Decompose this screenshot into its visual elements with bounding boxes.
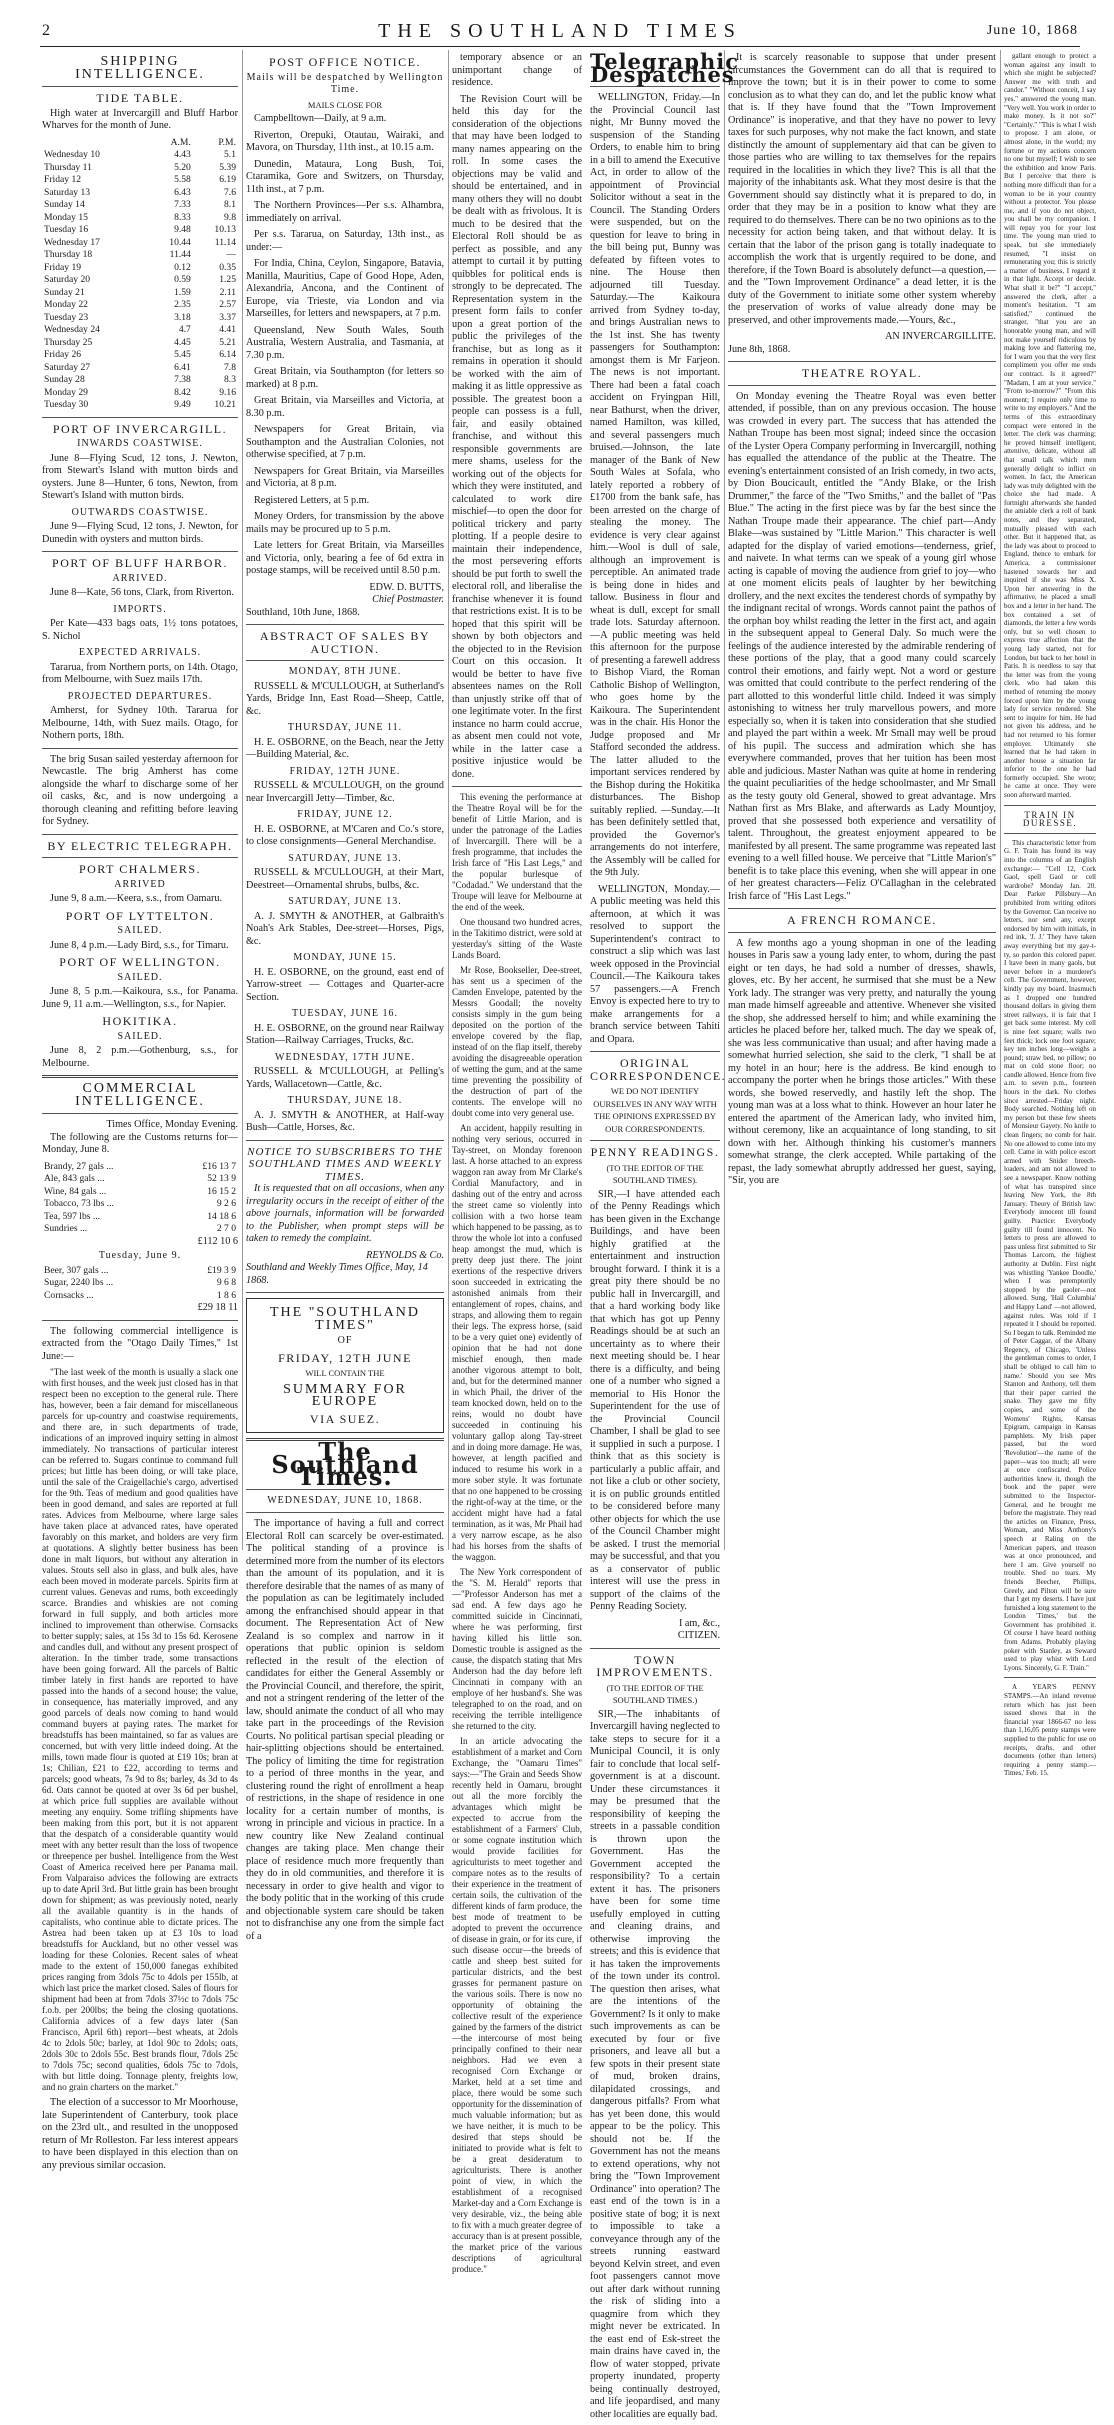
customs-table-monday xyxy=(42,1161,238,1236)
subheading: IMPORTS. xyxy=(113,603,167,615)
table-cell: Sunday 28 xyxy=(44,374,85,385)
divider xyxy=(42,857,238,858)
divider xyxy=(1004,1677,1096,1678)
table-row xyxy=(42,237,238,250)
table-cell: 1.59 xyxy=(174,286,191,298)
mail-entry: Registered Letters, at 5 p.m. xyxy=(254,494,370,506)
mail-entry: Queensland, New South Wales, South Australia, Western Australia, and Tasmania, at 7.30 p.m. xyxy=(246,324,444,361)
table-row xyxy=(42,199,238,212)
table-cell: 6.41 xyxy=(174,361,191,373)
nameplate: The Southland Times. xyxy=(271,1437,419,1491)
port-heading: PORT OF BLUFF HARBOR. xyxy=(52,556,228,570)
news-paragraph: This evening the performance at the Theatre Royal will be for the benefit of Little Marion, and is under the patronage of the Ladies of Invercargill. There will be a fresh programme, that includes the Irish farce of "His Last Legs," and the popular burlesque of "Codadad." We understand that the Troupe will leave for Melbourne at the end of the week. xyxy=(452,792,582,912)
letter-text: SIR,—The inhabitants of Invercargill having neglected to take steps to secure for it a Municipal Council, it is only fair to conclude that local self-government is at a discount. Under these circumstances it may be presumed that the responsibility of keeping the streets in a passable condition is thrown upon the Government. Has the Government accepted the responsibility? To a certain extent it has. The prisoners have been for some time usefully employed in cutting and cleaning drains, and otherwise improving the streets; and this is evidence that it has taken the improvements of the town under its control. The question then arises, what are the intentions of the Government? Is it only to make such improvements as can be executed by four or five prisoners, and leave all but a few spots in their present state of mud, broken drains, dilapidated crossings, and dangerous pitfalls? From what has yet been done, this would appear to be the policy. This should not be. If the Government has not the means to extend operations, why not bring the "Town Improvement Ordinance" into operation? The east end of the town is in a positive state of bog; it is next to impossible to take a conveyance through any of the streets running eastward beyond Kelvin street, and even foot passengers cannot move out after dark without running the risk of sliding into a quagmire from which they might never be extricated. In the east end of Esk-street the main drains have caved in, the flow of water stopped, private property inundated, property being continually destroyed, and life jeopardised, and many other localities are equally bad. xyxy=(590,1708,720,2420)
table-row xyxy=(42,1277,238,1290)
issue-date: June 10, 1868 xyxy=(986,23,1078,38)
table-row xyxy=(42,162,238,175)
telegraph-paragraph: WELLINGTON, Monday.—A public meeting was held this afternoon, at which it was resolved to support the Superintendent's contract to construct a slip which was last week opposed in the Provincial Council.—The Kaikoura takes 57 passengers.—A French Envoy is expected here to try to make arrangements for a branch service between Tahiti and Opara. xyxy=(590,883,720,1045)
mail-entry: Campbelltown—Daily, at 9 a.m. xyxy=(254,113,387,124)
section-heading: ABSTRACT OF SALES BY AUCTION. xyxy=(259,629,431,656)
table-cell: £16 13 7 xyxy=(202,1160,236,1172)
table-cell: 9 6 8 xyxy=(216,1277,236,1288)
sailed-entry: June 8, 2 p.m.—Gothenburg, s.s., for Melbourne. xyxy=(42,1045,238,1069)
column-1 xyxy=(42,52,238,2171)
summary-advert xyxy=(246,1298,444,1433)
mail-entry: Per s.s. Tararua, on Saturday, 13th inst., as under:— xyxy=(246,229,444,253)
table-cell: 1 8 6 xyxy=(216,1289,236,1301)
divider xyxy=(590,1648,720,1649)
news-paragraph: A YEAR'S PENNY STAMPS.—An inland revenue return which has just been issued shows that in the financial year 1866-67 no less than 1,16,05 penny stamps were supplied to the public for use on receipts, drafts, and other documents (other than letters) requiring a penny stamp.—Times,' Feb. 15. xyxy=(1004,1683,1096,1778)
table-cell: 3.18 xyxy=(174,311,191,323)
story-text: gallant enough to protect a woman against any insult to which she might be subjected? Answer me with truth and candor." "Without conceit, I say yes," answered the young man. "Very well. You work in order to make money. Is it not so?" "Certainly." "This is what I wish to propose. I am alone, or almost alone, in the world; my fortune or my actions concern no one but myself; I wish to see the exhibition and know Paris. But I perceive that there is nothing more difficult than for a woman to be in your country without a protector. You please me, and if you do not object, you shall be my companion. I will repay you for your lost time. The young man tried to speak, but she immediately resumed, "I insist on remunerating you; this is strictly a matter of business, I regard it in that light. Accept or decide. What shall it be?" "I accept," answered the clerk, after a moment's hesitation. "I am satisfied," continued the stranger, "that you are an honorable young man, and will not make yourself ridiculous by making love and flattering me, for I warn you that the very first compliment you offer me ends our contract. Is it agreed?" "Madam, I am at your service." "From to-morrow?" "From this moment; I require only time to write to my employers." And the terms of this extraordinary compact were entered in the letter. The clerk was charming; he proved himself intelligent, attentive, delicate, without all that small talk which men generally delight to inflict on women. In fact, the American lady was truly delighted with the choice she had made. A fortnight afterwards she handed the amiable clerk a roll of bank notes, and they separated, mutually pleased with each other. But it happened that, as the lady was about to proceed to England, thence to embark for America, a commissioner hastened towards her and inquired if she was Miss X. Upon her answering in the affirmative, he placed a small box and a letter in her hand. The box contained a set of diamonds, the letter a few words only, but so well chosen to express true affection that the young lady started, not for London, but back to her hotel in Paris. It is needless to say that the letter was from the young clerk, who had taken this method of returning the money forced upon him by the young lady for service rendered. She sent to inquire for him. He had not given his address, and he had not returned to his former employer. Ultimately she learned that he had taken in another house a situation far inferior to the one he had formerly occupied. She wrote; he came at once. They were soon afterward married. xyxy=(1004,52,1096,800)
subheading: MAILS CLOSE FOR xyxy=(307,99,383,110)
divider xyxy=(42,834,238,835)
departure-entry: June 9—Flying Scud, 12 tons, J. Newton, for Dunedin with oysters and mutton birds. xyxy=(42,521,238,545)
column-rule xyxy=(1000,50,1001,1550)
subheading: Mails will be despatched by Wellington Time. xyxy=(246,71,444,95)
table-cell: Sundries ... xyxy=(44,1223,88,1234)
table-cell: 8.1 xyxy=(224,199,236,210)
editorial-paragraph: The importance of having a full and correct Electoral Roll can scarcely be over-estimated. The political standing of a province is determined more from the number of its electors than the amount of its population, and it is therefore desirable that the names of as many of the population as can be legitimately included among the enfranchised should appear in that document. The Representation Act of New Zealand is so complex and narrow in it operations that public opinion is seldom reflected in the result of the election of candidates for either the General Assembly or the Provincial Council, and therefore, the spirit, and not a stringent rendering of the letter of the law, should animate the conduct of all who may take part in the proceedings of the Revision Courts. No political partisan special pleading or hair-splitting objections should be entertained. The policy of limiting the time for registration to a period of three months in the year, and clustering round the right of enrollment a heap of restrictions, in the shape of residence in one locality for a certain number of months, is wrong in principle and vicious in practice. In a new country like New Zealand continual changes are taking place. Men change their place of residence much more frequently than they do in old communities, and therefore it is necessary in order to give health and vigor to the body politic that in the working of this crude and objectionable system care should be taken not to disfranchise any one from the simple fact of a xyxy=(246,1518,444,1942)
table-cell: Friday 26 xyxy=(44,349,82,360)
auction-day: THURSDAY, JUNE 11. xyxy=(287,722,403,733)
news-paragraph: The New York correspondent of the "S. M. Herald" reports that—"Professor Anderson has met a sad end. A few days ago he committed suicide in Cincinnati, where he was performing, first having killed his little son. Domestic trouble is assigned as the cause, the dispatch stating that Mrs Anderson had the day before left Cincinnati in company with an employe of her husband's. She was telegraphed to on the road, and on receiving the terrible intelligence she returned to the city. xyxy=(452,1567,582,1731)
table-cell: 2.35 xyxy=(174,299,191,310)
tide-table xyxy=(42,137,238,412)
column-rule xyxy=(242,50,243,1550)
summary-line: THE "SOUTHLAND TIMES" xyxy=(270,1305,420,1333)
table-cell: Ale, 843 gals ... xyxy=(44,1173,105,1184)
customs-total: £29 18 11 xyxy=(197,1302,238,1313)
section-heading: ORIGINAL CORRESPONDENCE. xyxy=(590,1056,727,1083)
table-cell: Tobacco, 73 lbs ... xyxy=(44,1198,114,1209)
auction-entry: RUSSELL & M'CULLOUGH, at their Mart, Deestreet—Ornamental shrubs, bulbs, &c. xyxy=(246,867,444,891)
column-rule xyxy=(448,50,449,1550)
table-cell: Thursday 11 xyxy=(44,161,92,173)
table-cell: 0.59 xyxy=(174,274,191,285)
letter-sign: I am, &c., xyxy=(678,1617,720,1629)
table-cell: 11.44 xyxy=(169,249,191,260)
table-cell: 3.37 xyxy=(219,311,236,323)
signature: EDW. D. BUTTS, xyxy=(369,581,444,593)
table-cell: 2.57 xyxy=(219,299,236,310)
divider xyxy=(42,1113,238,1114)
mail-entry: Late letters for Great Britain, via Marseilles and Victoria, only, bearing a fee of 6d extra in postage stamps, will be received until 8.50 p.m. xyxy=(246,540,444,576)
table-row xyxy=(42,362,238,375)
column-2 xyxy=(246,52,444,1942)
table-cell: 10.21 xyxy=(214,399,236,410)
table-cell: 0.35 xyxy=(219,261,236,273)
table-row xyxy=(42,1173,238,1186)
table-cell: Sunday 14 xyxy=(44,199,85,210)
sailed-entry: June 8, 5 p.m.—Kaikoura, s.s., for Panama. June 9, 11 a.m.—Wellington, s.s., for Napier. xyxy=(42,986,238,1010)
port-heading: PORT OF LYTTELTON. xyxy=(65,908,215,923)
port-heading: PORT OF WELLINGTON. xyxy=(59,955,221,969)
table-cell: 5.39 xyxy=(219,161,236,173)
table-cell: Monday 22 xyxy=(44,299,88,310)
section-heading: SHIPPING INTELLIGENCE. xyxy=(75,54,205,82)
editorial-paragraph: The Revision Court will be held this day for the consideration of the objections that may have been lodged to many names appearing on the roll. In some cases the objections may be valid and should be entertained, and in many others they will no doubt be dealt with as frivolous. It is much to be desired that the Electoral Roll should be as perfect as possible, and any attempt to curtail it by putting quibbles for political ends is strongly to be deprecated. The Representation system in the present form fails to confer upon a great portion of the public the privileges of the franchise, but as long as it remains in operation it should be worked with the aim of making it as little oppressive as possible. The greatest boon a people can possess is a full, fair, and easily obtained franchise, and without this responsible governments are mere shams, useless for the working out of the objects for which they were instituted, and calculated to work dire mischief—to open the door for political trickery and party plotting. If a people desire to maintain their independence, the most persevering efforts should be put forth to swell the electoral roll, and liberalise the franchise whenever it is found that restrictions exist. It is to be hoped that this spirit will be shown by both objectors and the objected to in the Revision Court on this occasion. It would be better to have five absentees names on the Roll than unjustly strike off that of one legitimate voter. In the first instance no harm could accrue, as absent men could not vote, while in the latter case a positive injustice would be done. xyxy=(452,93,582,780)
mail-entry: Newspapers for Great Britain, via Southampton and the Australian Colonies, not otherwise specified, at 7 p.m. xyxy=(246,424,444,460)
dateline: Times Office, Monday Evening. xyxy=(106,1119,238,1130)
table-cell: 9.16 xyxy=(219,386,236,398)
arrival-entry: June 8—Kate, 56 tons, Clark, from Riverton. xyxy=(50,587,234,598)
table-cell: 10.13 xyxy=(214,224,236,235)
tide-column-header xyxy=(42,137,148,150)
table-cell: 5.1 xyxy=(224,149,236,160)
summary-line: FRIDAY, 12TH JUNE xyxy=(278,1350,412,1365)
port-heading: PORT OF INVERCARGILL. xyxy=(52,421,228,436)
mail-entry: Money Orders, for transmission by the above mails may be procured up to 5 p.m. xyxy=(246,511,444,535)
notice-text: It is requested that on all occasions, when any irregularity occurs in the receipt of either of the above journals, information will be forwarded to the Publisher, when prompt steps will be taken to remedy the complaint. xyxy=(246,1183,444,1244)
auction-day: SATURDAY, JUNE 13. xyxy=(288,852,402,864)
summary-line: SUMMARY FOR EUROPE xyxy=(283,1381,407,1409)
table-cell: Tuesday 23 xyxy=(44,311,89,323)
divider xyxy=(590,1051,720,1052)
commercial-intro: The following commercial intelligence is extracted from the "Otago Daily Times," 1st June:— xyxy=(42,1325,238,1362)
subheading: EXPECTED ARRIVALS. xyxy=(78,647,202,658)
table-cell: Brandy, 27 gals ... xyxy=(44,1160,114,1172)
column-4 xyxy=(728,52,996,1552)
mail-entry: Dunedin, Mataura, Long Bush, Toi, Ctaramika, Gore and Switzers, on Thursday, 11th inst., at 7 p.m. xyxy=(246,158,444,195)
table-cell: 4.43 xyxy=(174,149,191,160)
divider xyxy=(590,1140,720,1141)
table-cell: 8.33 xyxy=(174,211,191,223)
auction-list xyxy=(246,666,444,1135)
table-row xyxy=(42,1211,238,1224)
divider xyxy=(42,86,238,87)
port-heading: HOKITIKA. xyxy=(102,1014,178,1028)
table-cell: 6.14 xyxy=(219,349,236,360)
table-cell: Cornsacks ... xyxy=(44,1289,94,1301)
table-row xyxy=(42,224,238,237)
divider xyxy=(728,908,996,909)
section-heading: BY ELECTRIC TELEGRAPH. xyxy=(47,838,233,853)
table-row xyxy=(42,1265,238,1278)
table-cell: 2.11 xyxy=(219,286,236,298)
divider xyxy=(246,1140,444,1141)
news-paragraph: In an article advocating the establishment of a market and Corn Exchange, the "Oamaru Times" says:—"The Grain and Seeds Show recently held in Oamaru, brought out all the more forcibly the advantages which might be expected to accrue from the establishment of a Farmers' Club, or some cognate institution which would provide facilities for agriculturists to meet together and compare notes as to the results of their experience in the treatment of certain soils, the cultivation of the different kinds of farm produce, the best mode of treatment to be adopted to prevent the occurrence of disease in grain, or for its cure, if such disease occur—the breeds of cattle and sheep best suited for particular districts, and the best grasses for permanent pasture on the various soils. There is now no opportunity of obtaining the collective result of the experience gained by the farmers of the district—the intercourse of most being principally confined to their near neighbors. Had we even a recognised Corn Exchange or Market, held at a set time and place, there would be some such opportunity for the dissemination of much valuable information; but as we have neither, it is much to be desired that steps should be initiated to provide what is felt to be a great desideratum to agriculturists. There is another point of view, in which the establishment of a recognised Market-day and a Corn Exchange is very desirable, viz., the being able to fix with a much greater degree of accuracy than is at present possible, the market price of the various descriptions of agricultural produce." xyxy=(452,1736,582,2274)
mail-entry: The Northern Provinces—Per s.s. Alhambra, immediately on arrival. xyxy=(246,200,444,224)
table-cell: 4.41 xyxy=(219,324,236,335)
disclaimer: WE DO NOT IDENTIFY OURSELVES IN ANY WAY WITH THE OPINIONS EXPRESSED BY OUR CORRESPONDENTS. xyxy=(593,1086,717,1134)
letter-date: June 8th, 1868. xyxy=(728,343,791,355)
table-cell: Saturday 27 xyxy=(44,361,91,373)
commercial-report: "The last week of the month is usually a slack one with first houses, and the week just closed has in that respect been no exception to the general rule. There has, however, been a fair demand for miscellaneous parcels for up-country and coastwise requirements, and there are, in such departments of trade, indications of an improved inquiry setting in almost immediately. No transactions of particular interest can be referred to. Sugars continue to command full prices; but little has been doing, or will take place, until the sale of the Craigellachie's cargo, advertised for the 9th. Teas of medium and good qualities have been in good demand, and sales are reported at full rates. Advices from Melbourne, where large sales have taken place at advanced rates, have operated favorably on this market, and holders are very firm at quotations. A slightly better business has been done in malt liquors, but without any alteration in values. Stouts sell also in glass, and bulk ales, have each been moved in moderate parcels. Spirits firm at current values. Genevas and rums, both exceedingly scarce. Brandies and whiskies are not coming forward in full supply, and both articles more inclined to improvement than otherwise. Cornsacks to better supply; sales, at 15s 3d to 15s 6d. Kerosene and candles dull, and without any present prospect of alteration. In the timber trade, some transactions have been going forward. All the parcels of Baltic timber lately in first hands are reported to have passed into the hands of a second house; the value, in consequence, has materially improved, and any good parcels of deals now coming to hand would command buyers at paying rates. The market for breadstuffs has been maintained, so far as values are concerned, but with very little indeed doing. At the mills, town made flour is quoted at £19 10s; bran at 1s; Chilian, £21 to £22, according to terms and parcels; good wheats, 7s 9d to 8s; barley, 4s 3d to 4s 6d. Oats cannot be quoted at over 3s 6d per bushel, at which price full supplies are available without meeting any enquiry. Some trifling shipments have been making from this port, but it is not apparent that the despatch of a considerable quantity would meet with any better result than the loss of twopence or threepence per bushel. Intelligence from the West Coast of America received here per Panama mail. From Valparaiso advices the following are extracts up to date April 3rd. But little grain has been brought down for shipment; as was previously noted, nearly all the available quantity is in the hands of capitalists, who continue able to dictate prices. The Astrea had been taken up at £3 10s to load breadstuffs for Auckland, but no other vessel was loading for these Colonies. Recent sales of wheat made to the extent of 150,000 fanegas exhibited prices ranging from 3dols 75c to 4dols per 155lb, at which last price the market closed. Sales of flours for shipment had been at from 7dols 37½c to 7dols 75c f.o.b. per 200lbs; the being the closing quotations. California advices of a few days later (San Francisco, April 6th) report—best wheats, at 2dols 4c to 2dols 50c; barley, at 1dol 90c to 2dols; oats, 2dols 30c to 2dols 55c. Best brands flour, 7dols 25c to 7dols 75c; second qualities, 6dols 75c to 7dols, with but little doing. Tonnage plenty, freights low, and no grain charters on the market." xyxy=(42,1367,238,2092)
table-cell: 7.33 xyxy=(174,199,191,210)
table-cell: Wednesday 10 xyxy=(44,149,100,160)
table-row xyxy=(42,1198,238,1211)
auction-day: FRIDAY, JUNE 12. xyxy=(297,809,393,820)
mail-entry: Great Britain, via Southampton (for letters so marked) at 8 p.m. xyxy=(246,366,444,390)
imports-entry: Per Kate—433 bags oats, 1½ tons potatoes, S. Nichol xyxy=(42,618,238,642)
news-paragraph: Mr Rose, Bookseller, Dee-street, has sent us a specimen of the Camden Envelope, patented by the Messrs Goodall; the novelty consists simply in the gum being deposited on the portion of the envelope covered by the flap, instead of on the flap itself, thereby avoiding the disagreeable operation of wetting the gum, and at the same time preventing the possibility of the destruction of part of the contents. The envelope will no doubt come into very general use. xyxy=(452,965,582,1118)
table-cell: 6.43 xyxy=(174,186,191,198)
table-cell: 5.21 xyxy=(219,336,236,348)
divider xyxy=(1004,805,1096,806)
letter-heading: PENNY READINGS. xyxy=(590,1145,720,1159)
letter-text: It is scarcely reasonable to suppose that under present circumstances the Government can do all that is required to improve the town; but it is in their power to come to some conclusion as to what they can do, and let the public know what that is. If they have found that the "Town Improvement Ordinance" is inoperative, and that they have no power to levy taxes for such purposes, why not make the fact known, and state distinctly the amount of supplementary aid that can be given to those parties who are willing to tax themselves for the repairs required in the localities in which they live? This is all that the majority of the inhabitants ask. What they most desire is that the Government should say distinctly what it is prepared to do, in order that they may be in a position to know what they are required to do themselves. There can be no two opinions as to the necessity for action being taken, and that without delay. It is certain that the labor of the prison gang is totally inadequate to accomplish the work that is urgently required to be done, and therefore, if the Town Board is absolutely defunct—a question,—and the "Town Improvement Ordinance" a dead letter, it is the duty of the Government to initiate some other system whereby the preservation of works of value already done may be preserved, and other improvements made.—Yours, &c., xyxy=(728,52,996,326)
customs-total: £112 10 6 xyxy=(197,1235,238,1247)
section-heading: POST OFFICE NOTICE. xyxy=(269,55,421,69)
auction-entry: H. E. OSBORNE, on the ground near Railway Station—Railway Carriages, Trucks, &c. xyxy=(246,1022,444,1046)
review-text: On Monday evening the Theatre Royal was even better attended, if possible, than on any previous occasion. The house was crowded in every part. The success that has attended the Nathan Troupe has been most signal; indeed since the occasion of the Lyster Opera Company performing in Invercargill, nothing has equalled the attendance of the public at the Theatre. The evening's entertainment consisted of an Irish comedy, in two acts, by Dion Boucicault, entitled the "Andy Blake, or the Irish Drummer," the farce of the "Two Smiths," and the ballet of "Pas Blue." The acting in the first piece was by far the best since the Nathan Troupe made their appearance. The chief part—Andy Blake—was sustained by "Little Marion." This character is well adapted for the display of varied emotions—tenderness, grief, and naivete. In what terms can we speak of a young girl whose acting is capable of moving the audience from grief to joy—who at one moment elicits peals of laughter by her bewitching drollery, and the next excites the tenderest chords of sympathy by the indignant recital of wrongs. Words cannot paint the pathos of the orphan boy whilst reading the letter in the first act, and again in the subsequent appeal to General Daly. So much were the feelings of the audience interested by the admirable rendering of these portions of the play, that a good many could scarcely control their emotions, and fairly wept. Not a word or gesture was omitted that could contribute to the perfect rendering of the part allotted to this wonderful little child. Indeed it was simply astonishing to witness her truly marvellous powers, and more especially so, when it is taken into consideration that she studied and played the part within a week. Mr Small may well be proud of his pupil. The success and admiration which she has everywhere commanded, proves that her tuition has been most able and judicious. Master Nathan was quite at home in rendering the quaint peculiarities of the hedge schoolmaster, and Mr Small as the testy gouty old General, showed to great advantage. Mrs Nathan first as Mrs Blake, and afterwards as Lady Mountjoy, proved that she possessed both experience and versatility of talent. Throughout, the greatest enjoyment appeared to be manifested by all present. The same programme was repeated last evening to a well filled house. We perceive that "Little Marion's" benefit is to take place this evening, when she will appear in one of her greatest characters—Feliz O'Callaghan in the celebrated Irish farce of "His Last Legs." xyxy=(728,390,996,902)
tide-intro: High water at Invercargill and Bluff Harbor Wharves for the month of June. xyxy=(42,107,238,131)
sailed-entry: June 8, 4 p.m.—Lady Bird, s.s., for Timaru. xyxy=(50,939,229,951)
auction-day: MONDAY, JUNE 15. xyxy=(293,952,397,963)
subheading: INWARDS COASTWISE. xyxy=(77,438,203,449)
divider xyxy=(42,1075,238,1078)
table-cell: 14 18 6 xyxy=(207,1210,236,1222)
table-cell: Wine, 84 gals ... xyxy=(44,1185,107,1197)
auction-entry: A. J. SMYTH & ANOTHER, at Galbraith's Noah's Ark Stables, Dee-street—Horses, Pigs, &c. xyxy=(246,910,444,947)
table-cell: Thursday 25 xyxy=(44,336,93,348)
table-row xyxy=(42,299,238,312)
table-row xyxy=(42,174,238,187)
table-cell: 9.8 xyxy=(224,211,236,223)
table-cell: 16 15 2 xyxy=(207,1185,236,1197)
auction-entry: H. E. OSBORNE, on the Beach, near the Jetty—Building Material, &c. xyxy=(246,736,444,760)
column-rule xyxy=(724,50,725,1550)
letter-heading: TOWN IMPROVEMENTS. xyxy=(596,1652,714,1679)
subheading: SAILED. xyxy=(117,925,163,936)
auction-entry: RUSSELL & M'CULLOUGH, on the ground near Invercargill Jetty—Timber, &c. xyxy=(246,780,444,804)
section-heading: COMMERCIAL INTELLIGENCE. xyxy=(75,1081,205,1109)
notice-signature: REYNOLDS & Co. xyxy=(366,1249,444,1261)
table-row xyxy=(42,149,238,162)
subheading: OUTWARDS COASTWISE. xyxy=(71,506,209,518)
table-row xyxy=(42,212,238,225)
story-text: This characteristic letter from G. F. Train has found its way into the columns of an English exchange:— "Cell 12, Cork Gaol, spell Gaol or cell wardrobe? Monday Jan. 20. Dear Parker Pillsbury—An prohibited from writing editors by the Governor. Can receive no letters, nor send any, except endorsed by him with initials, in red ink, 'J. J.' They have taken away everything but my gay-t-ty, so pardon this colored paper. I have been in many gaols, but never before in a murderer's cell. The Government, however, kindly pay my board. Inasmuch as I dropped one hundred thousand dollars in giving them street railways, it is fair that I get back some interest. My cell is nine feet square; walls two feet thick; lock one foot square; key ten inches long—weighs a pound; straw bed, no pillow; no mat on cold stone floor; no candle allowed. Hence from five a.m. to seven p.m., fourteen hours in the dark. No clothes since arrested—Friday night. Body searched. Nothing left on my person but these few sheets of Monsieur Gayety. No knife to clean fingers; no comb for hair. No one allowed to come into my cell. Came in with police escort armed with Snider breech-loaders, and am not allowed to see a newspaper. Know nothing of what has transpired since leaving New York, the 8th January. Theory of British law: Everybody innocent till found guilty. Practice: Everybody guilty till found innocent. No letters to press are allowed to pass unless first submitted to Sir Thomas Larcom, the highest authority at Dublin. First night was whistling 'Yankee Doodle,' when I was peremptorily stopped by the gaoler—not allowed. Sung, 'Hail Columbia' and Happy Land' —not allowed, against rules. Was told if I repeated it I should be reported. So I began to talk. Reminded me of Peter Caggar, of the Albany Regency, of Chicago, 'Unless the gentleman comes to order, I shall be obliged to call him to name.' Should you see Mrs Stanton and Anthony, tell them that their paper carried the snake. They gave me fifty copies, and some of the Womens' Rights, Kansas Epigram, campaign in Kansas pamphlets. My Irish paper passed, but the word 'Revolution'—the name of the paper—was too much; all were at once confiscated. Police authorities knew it, though the book and the paper were submitted to the Inspector-General, and he brought me before the magistrate. They read the articles on Finance, Press, Woman, and Miss Anthony's speech at Raling on the American papers, and treason was at once pronounced, and here I am. Give yourself no trouble. Shed no tears. My friends Beecher, Phillips, Greely, and Pilton will be sure that I get my deserts. I have just furnished a long statement to the London 'Times,' but the Government has prohibited it. Of course I have heard nothing from Adams. Probably playing poker with Stanley, as Seward used to play whist with Lord Lyons. Sincerely, G. F. Train." xyxy=(1004,838,1096,1672)
subheading: Tuesday, June 9. xyxy=(98,1250,182,1261)
letter-address: (TO THE EDITOR OF THE SOUTHLAND TIMES). xyxy=(606,1162,704,1185)
page-number: 2 xyxy=(42,22,50,39)
summary-line: OF xyxy=(337,1335,353,1346)
table-cell: 9.49 xyxy=(174,399,191,410)
letter-text: SIR,—I have attended each of the Penny Readings which has been given in the Exchange Buildings, and have been highly gratified at the entertainment and instruction brought forward. I think it is a great pity there should be no public hall in Invercargill, and that a hard working body like that which has got up Penny Readings should be at such an uncertainty as to where their next meeting should be. I hear there is a difficulty, and being one of a number who signed a memorial to His Honor the Superintendent for the use of the Provincial Council Chamber, I shall be glad to see it supplied in such a purpose. I think that as this society is particularly a public affair, and not like a club or other society, it is on public grounds entitled to be considered before many other objects for which the use of the Council Chamber might be asked. I trust the memorial may be successful, and that you as a conservator of public interest will use the press in support of the claims of the Penny Reading Society. xyxy=(590,1188,720,1612)
table-row xyxy=(42,187,238,200)
table-row xyxy=(42,1186,238,1199)
auction-day: WEDNESDAY, 17TH JUNE. xyxy=(275,1051,415,1063)
dateline: Southland, 10th June, 1868. xyxy=(246,606,360,618)
table-cell: Friday 12 xyxy=(44,174,82,185)
divider xyxy=(728,385,996,386)
auction-entry: H. E. OSBORNE, at M'Caren and Co.'s store, to close consignments—General Merchandise. xyxy=(246,823,444,847)
table-row xyxy=(42,324,238,337)
table-cell: Tuesday 16 xyxy=(44,224,89,235)
divider xyxy=(1004,833,1096,834)
section-heading: THEATRE ROYAL. xyxy=(801,366,923,380)
mail-entry: Great Britain, via Marseilles and Victoria, at 8.30 p.m. xyxy=(246,395,444,419)
notice-heading: NOTICE TO SUBSCRIBERS TO THE SOUTHLAND TIMES AND WEEKLY TIMES. xyxy=(247,1145,443,1183)
news-paragraph: The election of a successor to Mr Moorhouse, late Superintendent of Canterbury, took place on the 23rd ult., and resulted in the unopposed return of Mr Rolleston. Far less interest appears to have been displayed in this election than on any previous similar occasion. xyxy=(42,2097,238,2171)
edition-date: WEDNESDAY, JUNE 10, 1868. xyxy=(267,1494,423,1506)
customs-intro: The following are the Customs returns for— Monday, June 8. xyxy=(42,1131,238,1155)
table-cell: £19 3 9 xyxy=(207,1264,236,1276)
expected-entry: Tararua, from Northern ports, on 14th. Otago, from Melbourne, with Suez mails 17th. xyxy=(42,661,238,685)
column-3-right xyxy=(590,49,739,2425)
section-heading: A FRENCH ROMANCE. xyxy=(787,913,937,927)
table-cell: — xyxy=(226,249,236,260)
mail-entry: Riverton, Orepuki, Otautau, Wairaki, and Mavora, on Thursday, 11th inst., at 10.15 a.m. xyxy=(246,129,444,153)
table-cell: 2 7 0 xyxy=(216,1223,236,1234)
table-cell: 7.38 xyxy=(174,374,191,385)
table-cell: Saturday 20 xyxy=(44,274,91,285)
letter-address: (TO THE EDITOR OF THE SOUTHLAND TIMES.) xyxy=(606,1682,704,1705)
auction-entry: RUSSELL & M'CULLOUGH, at Sutherland's Yards, Bridge Inn, East Road—Sheep, Cattle, &c. xyxy=(246,680,444,717)
table-row xyxy=(42,312,238,325)
tide-column-header: P.M. xyxy=(218,136,236,148)
auction-day: TUESDAY, JUNE 16. xyxy=(292,1008,398,1019)
table-row xyxy=(42,337,238,350)
table-row xyxy=(42,399,238,412)
table-cell: 1.25 xyxy=(219,274,236,285)
subheading: ARRIVED xyxy=(114,878,166,890)
news-paragraph: An accident, happily resulting in nothing very serious, occurred in Tay-street, on Monday forenoon last. A horse attached to an express waggon ran away from Mr Clarke's Cordial Manufactory, and in dashing out of the entry and across the street came so violently into collision with a two horse team which happened to be passing, as to throw the whole lot into a confused heap amongst the mud, which is pretty deep just there. The joint exertions of the respective drivers soon succeeded in extricating the astonished animals from their entanglement of ropes, chains, and straps, and allowing them to regain their legs. The express horse, (said to be a very quiet one) evidently of opinion that he had not done mischief enough, then made another vigorous attempt to bolt, and, but for the determined manner in which Phail, the driver of the team knocked down, held on to the reins, would no doubt have succeeded in continuing his voluntary gallop along Tay-street and in doing more damage. He was, however, at length pacified and induced to resume his work in a more sober style. It was fortunate that no one happened to be crossing the right-of-way at the time, or the accident might have had a fatal termination, as it was, Mr Phail had a very narrow escape, as he also had his horses from the shafts of the waggon. xyxy=(452,1123,582,1562)
telegraph-paragraph: WELLINGTON, Friday.—In the Provincial Council last night, Mr Bunny moved the suspension of the Standing Orders, to enable him to bring in a bill to amend the Executive Act, in order to allow of the appointment of Provincial Solicitor without a seat in the Council. The Standing Orders were suspended, but on the question for leave to bring in the bill being put, Bunny was defeated by fifteen votes to nine. The House then adjourned till Tuesday. Saturday.—The Kaikoura arrived from Sydney to-day, and brings Australian news to the 1st inst. She has twenty passengers for Southampton: amongst them is Mr Farjeon. The news is not important. There had been a fatal coach accident on Fryingpan Hill, near Bathurst, when the driver, named Hamilton, was killed, and several passengers much bruised.—Johnson, the late manager of the Bank of New South Wales at Sofala, who lately reported a robbery of £1700 from the bank safe, has been arrested on the charge of stealing the money. The evidence is very clear against him.—Wool is dull of sale, although an improvement is perceptible. An animated trade is being done in hides and tallow. Business in flour and wheat is dull, except for small trade lots. Saturday afternoon.—A public meeting was held this afternoon for the purpose of presenting a farewell address to Bishop Viard, the Roman Catholic Bishop of Wellington, who goes home by the Kaikoura. The Superintendent was in the chair. His Honor the Judge proposed and Mr Stafford seconded the address. The latter alluded to the important services rendered by the Bishop during the Hokitika disturbances. The Bishop suitably replied. —Sunday.—It has been definitely settled that, provided the Governor's arrangements do not interfere, the Assembly will be called for the 9th July. xyxy=(590,92,720,878)
table-cell: Thursday 18 xyxy=(44,249,93,260)
table-cell: 4.7 xyxy=(178,324,191,335)
table-cell: Wednesday 17 xyxy=(44,236,100,248)
table-cell: 9.48 xyxy=(174,224,191,235)
mail-entry: For India, China, Ceylon, Singapore, Batavia, Manilla, Mauritius, Cape of Good Hope, Aden, Alexandria, Ancona, and the Continent of Europe, via Trieste, via London and via Marseilles, for letters and newspapers, at 7 p.m. xyxy=(246,258,444,319)
arrival-entry: June 8—Flying Scud, 12 tons, J. Newton, from Stewart's Island with mutton birds and oysters. June 8—Hunter, 6 tons, Newton, from Stewart's Island with mutton birds. xyxy=(42,452,238,501)
table-cell: 8.42 xyxy=(174,386,191,398)
table-row xyxy=(42,1290,238,1303)
story-text: A few months ago a young shopman in one of the leading houses in Paris saw a young lady enter, to whom, during the past eight or ten days, he had sold a number of dresses, shawls, gloves, etc. By her accent, he surmised that she must be a New York lady. The stranger was very pretty, and naturally the young man made himself agreeable and attentive. Whenever she visited the shop, she addressed herself to him; and while examining the articles he placed before her, talked much. The day we speak of, she was less communicative than usual; and after having made a somewhat hurried selection, she said to the clerk, "I shall be at my hotel in an hour; here is the address. Be kind enough to accompany the porter when he brings those articles." With these words, she bowed reservedly, and hastily left the shop. The young man was at a loss what to think. However an hour later he entered the apartment of the American lady, who invited him, without ceremony, like an acquaintance of long standing, to sit down with her. Although thinking his customer's manners somewhat strange, the clerk accepted. While partaking of the repast, the lady somewhat abruptly addressed her guest, saying, "Sir, you are xyxy=(728,937,996,1186)
table-cell: 11.14 xyxy=(214,236,236,248)
table-cell: 5.45 xyxy=(174,349,191,360)
shipping-note: The brig Susan sailed yesterday afternoon for Newcastle. The brig Amherst has come alongside the wharf to discharge some of her oil casks, &c, and is now undergoing a thorough cleaning and refitting before leaving for Sydney. xyxy=(42,753,238,827)
auction-entry: H. E. OSBORNE, on the ground, east end of Yarrow-street — Cottages and Quarter-acre Section. xyxy=(246,966,444,1003)
mails-list xyxy=(246,113,444,578)
table-cell: 8.3 xyxy=(224,374,236,385)
table-cell: Monday 15 xyxy=(44,211,88,223)
divider xyxy=(246,1512,444,1513)
section-heading: TRAIN IN DURESSE. xyxy=(1022,809,1078,829)
divider xyxy=(728,361,996,362)
table-cell: Tea, 597 lbs ... xyxy=(44,1210,101,1222)
newspaper-title: THE SOUTHLAND TIMES xyxy=(378,20,742,42)
table-cell: 52 13 9 xyxy=(207,1173,236,1184)
table-cell: 0.12 xyxy=(174,261,191,273)
letter-sign: CITIZEN. xyxy=(677,1630,720,1641)
divider xyxy=(42,417,238,418)
divider xyxy=(42,748,238,749)
divider xyxy=(42,1320,238,1321)
auction-day: SATURDAY, JUNE 13. xyxy=(288,896,402,907)
table-row xyxy=(42,287,238,300)
table-cell: Tuesday 30 xyxy=(44,399,89,410)
auction-entry: A. J. SMYTH & ANOTHER, at Half-way Bush—Cattle, Horses, &c. xyxy=(246,1109,444,1133)
table-row xyxy=(42,387,238,400)
table-cell: 4.45 xyxy=(174,336,191,348)
table-cell: Wednesday 24 xyxy=(44,324,100,335)
table-cell: Monday 29 xyxy=(44,386,88,398)
table-cell: 7.8 xyxy=(224,361,236,373)
table-row xyxy=(42,262,238,275)
subheading: SAILED. xyxy=(117,971,163,983)
column-3 xyxy=(452,49,739,2420)
news-paragraph: One thousand two hundred acres, in the Takitimo district, were sold at yesterday's sitting of the Waste Lands Board. xyxy=(452,917,582,960)
divider xyxy=(452,786,582,787)
subheading: PROJECTED DEPARTURES. xyxy=(67,690,213,702)
customs-table-tuesday xyxy=(42,1265,238,1303)
letter-sign: AN INVERCARGILLITE. xyxy=(885,331,996,342)
column-5 xyxy=(1004,52,1096,1778)
table-cell: 5.20 xyxy=(174,161,191,173)
masthead xyxy=(40,20,1080,47)
signature-title: Chief Postmaster. xyxy=(372,594,444,605)
summary-line: VIA SUEZ. xyxy=(309,1411,381,1426)
auction-day: THURSDAY, JUNE 18. xyxy=(287,1095,403,1106)
port-heading: PORT CHALMERS. xyxy=(78,862,202,876)
notice-office: Southland and Weekly Times Office, May, 14 1868. xyxy=(246,1262,428,1286)
tide-table-heading: TIDE TABLE. xyxy=(96,91,184,105)
table-cell: Saturday 13 xyxy=(44,186,91,198)
table-cell: Friday 19 xyxy=(44,261,82,273)
arrival-entry: June 9, 8 a.m.—Keera, s.s., from Oamaru. xyxy=(50,893,223,904)
table-row xyxy=(42,349,238,362)
auction-day: FRIDAY, 12TH JUNE. xyxy=(289,765,401,777)
table-cell: Beer, 307 gals ... xyxy=(44,1264,109,1276)
auction-day: MONDAY, 8TH JUNE. xyxy=(288,666,402,677)
table-row xyxy=(42,274,238,287)
mail-entry: Newspapers for Great Britain, via Marseilles and Victoria, at 8 p.m. xyxy=(246,465,444,489)
table-cell: 6.19 xyxy=(219,174,236,185)
divider xyxy=(728,932,996,933)
table-row xyxy=(42,249,238,262)
table-row xyxy=(42,374,238,387)
editorial-paragraph: temporary absence or an unimportant change of residence. xyxy=(452,52,582,88)
table-cell: 9 2 6 xyxy=(216,1198,236,1209)
table-cell: Sunday 21 xyxy=(44,286,85,298)
table-cell: Sugar, 2240 lbs ... xyxy=(44,1277,114,1288)
subheading: SAILED. xyxy=(117,1030,163,1042)
table-cell: 7.6 xyxy=(224,186,236,198)
subheading: ARRIVED. xyxy=(112,572,168,584)
tide-column-header: A.M. xyxy=(170,136,191,148)
divider xyxy=(246,1292,444,1293)
auction-entry: RUSSELL & M'CULLOUGH, at Pelling's Yards, Wallacetown—Cattle, &c. xyxy=(246,1066,444,1090)
table-row xyxy=(42,1223,238,1236)
divider xyxy=(42,551,238,552)
projected-entry: Amherst, for Sydney 10th. Tararua for Melbourne, 14th, with Suez mails. Otago, for Nothern ports, 18th. xyxy=(42,705,238,741)
divider xyxy=(246,624,444,625)
telegraphic-heading: Telegraphic Despatches xyxy=(590,49,739,87)
summary-line: WILL CONTAIN THE xyxy=(305,1368,385,1378)
table-cell: 10.44 xyxy=(169,236,191,248)
divider xyxy=(246,660,444,661)
table-cell: 5.58 xyxy=(174,174,191,185)
column-3-left xyxy=(452,52,582,2425)
table-row xyxy=(42,1161,238,1174)
